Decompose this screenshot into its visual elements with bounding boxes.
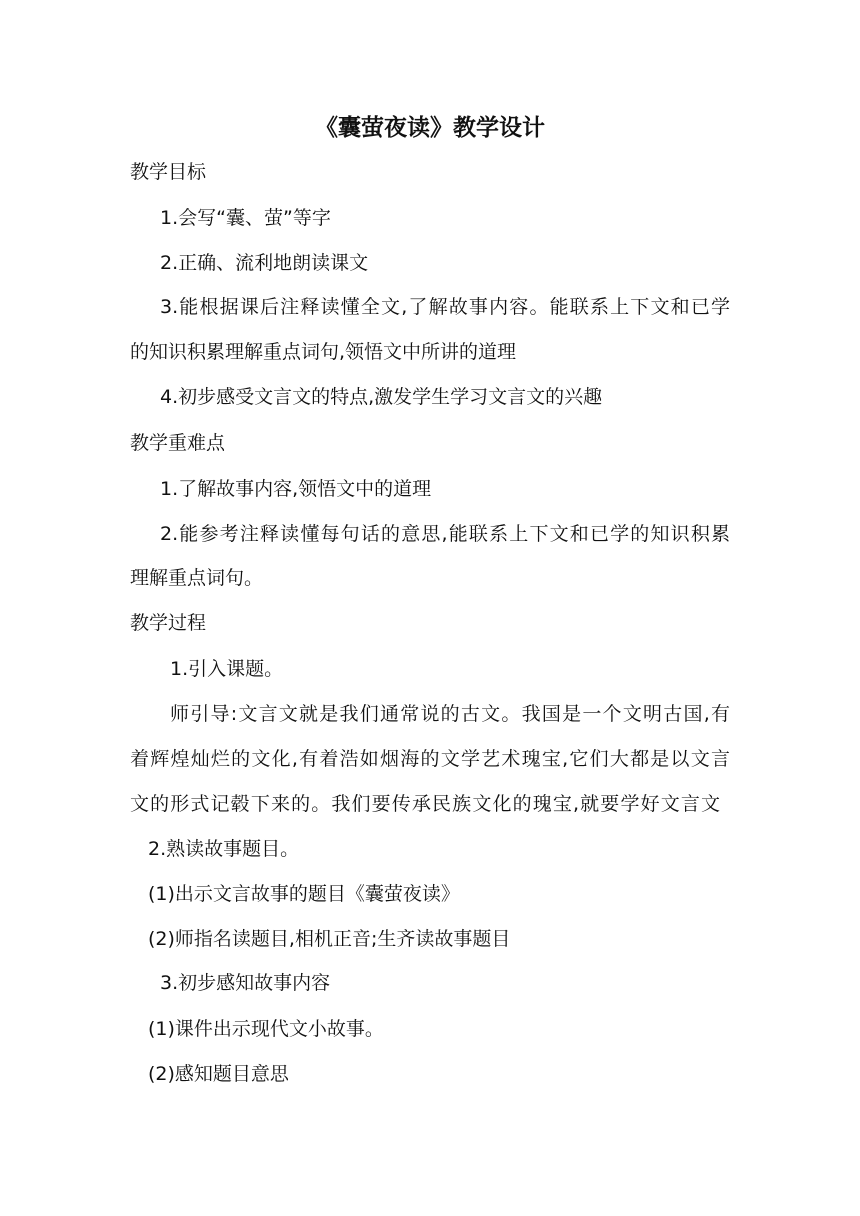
objective-item-3: 3.能根据课后注释读懂全文,了解故事内容。能联系上下文和已学 <box>160 296 730 318</box>
document-title: 《囊萤夜读》教学设计 <box>315 115 545 141</box>
key-point-item-1: 1.了解故事内容,领悟文中的道理 <box>160 478 432 500</box>
process-subitem-story: (1)课件出示现代文小故事。 <box>148 1018 384 1040</box>
objective-item-3-continued: 的知识积累理解重点词句,领悟文中所讲的道理 <box>130 341 517 363</box>
process-subitem-show-title: (1)出示文言故事的题目《囊萤夜读》 <box>148 883 460 905</box>
key-point-item-2-continued: 理解重点词句。 <box>130 567 264 589</box>
process-subitem-meaning: (2)感知题目意思 <box>148 1063 289 1085</box>
section-heading-key-points: 教学重难点 <box>130 432 226 454</box>
section-heading-process: 教学过程 <box>130 612 207 634</box>
process-paragraph-line-2: 着辉煌灿烂的文化,有着浩如烟海的文学艺术瑰宝,它们大都是以文言 <box>130 748 730 770</box>
objective-item-4: 4.初步感受文言文的特点,激发学生学习文言文的兴趣 <box>160 386 603 408</box>
section-heading-objectives: 教学目标 <box>130 161 207 183</box>
process-item-read-title: 2.熟读故事题目。 <box>148 838 300 860</box>
process-item-perceive: 3.初步感知故事内容 <box>160 972 331 994</box>
process-subitem-read-aloud: (2)师指名读题目,相机正音;生齐读故事题目 <box>148 928 511 950</box>
objective-item-1: 1.会写“囊、萤”等字 <box>160 207 331 229</box>
process-paragraph-line-3: 文的形式记毂下来的。我们要传承民族文化的瑰宝,就要学好文言文 <box>130 793 720 815</box>
key-point-item-2: 2.能参考注释读懂每句话的意思,能联系上下文和已学的知识积累 <box>160 523 730 545</box>
objective-item-2: 2.正确、流利地朗读课文 <box>160 252 369 274</box>
process-paragraph-line-1: 师引导:文言文就是我们通常说的古文。我国是一个文明古国,有 <box>170 703 730 725</box>
process-item-intro: 1.引入课题。 <box>170 658 284 680</box>
